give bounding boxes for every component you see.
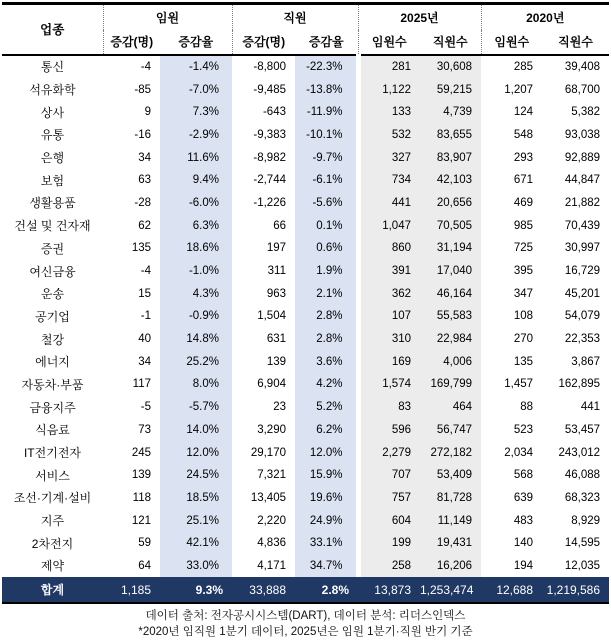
exec-count-2025-cell: 860 <box>358 237 420 260</box>
staff-change-rate-cell: 6.2% <box>295 419 358 442</box>
staff-count-2020-cell: 3,867 <box>571 355 601 368</box>
staff-change-rate-cell: 33.1% <box>295 532 358 555</box>
staff-count-2020-cell: 21,882 <box>564 196 601 209</box>
exec-count-2020-cell: 568 <box>513 469 534 482</box>
exec-change-rate-cell: 24.5% <box>160 464 232 487</box>
staff-change-cell: 29,170 <box>250 446 286 459</box>
exec-change-rate-cell: -5.7% <box>160 396 232 419</box>
sub-column-header: 증감율 <box>178 35 214 49</box>
exec-count-2025-cell: 362 <box>358 282 420 305</box>
exec-count-2025-cell: 441 <box>358 192 420 215</box>
staff-count-2020-cell: 70,439 <box>564 219 601 232</box>
staff-count-2020-cell: 22,353 <box>564 333 601 346</box>
exec-count-2020-cell: 88 <box>520 401 534 414</box>
staff-count-2025-cell: 46,164 <box>420 282 481 305</box>
exec-count-2020-cell: 124 <box>513 106 534 119</box>
staff-count-2020-cell: 30,997 <box>564 242 601 255</box>
exec-change-cell: 245 <box>131 446 151 459</box>
industry-label: 에너지 <box>35 355 70 370</box>
exec-change-cell: -4 <box>140 60 151 73</box>
exec-count-2020-cell: 523 <box>513 423 534 436</box>
staff-change-cell: 4,171 <box>257 559 286 572</box>
exec-count-2020-cell: 548 <box>513 128 534 141</box>
industry-label: 건설 및 건자재 <box>14 219 91 234</box>
exec-change-cell: 63 <box>138 174 151 187</box>
staff-count-2020-cell: 68,323 <box>564 491 601 504</box>
exec-count-2020-cell: 395 <box>513 265 534 278</box>
staff-change-rate-cell: 24.9% <box>295 509 358 532</box>
staff-change-cell: 2,220 <box>257 514 286 527</box>
staff-change-cell: -643 <box>262 106 286 119</box>
exec-count-2025-cell: 199 <box>358 532 420 555</box>
staff-count-2020-cell: 1,219,586 <box>546 582 601 597</box>
staff-change-cell: 66 <box>273 219 286 232</box>
staff-count-2020-cell: 441 <box>580 401 601 414</box>
staff-change-cell: 23 <box>273 401 286 414</box>
staff-change-rate-cell: -6.1% <box>295 169 358 192</box>
table-body <box>2 55 609 604</box>
sub-column-header: 임원수 <box>481 30 542 55</box>
exec-change-cell: 9 <box>144 106 151 119</box>
exec-change-rate-cell: 8.0% <box>160 373 232 396</box>
column-group-header: 2020년 <box>481 4 609 30</box>
exec-change-cell: 62 <box>138 219 151 232</box>
exec-change-cell: -1 <box>140 310 151 323</box>
staff-change-rate-cell: 0.1% <box>295 214 358 237</box>
sub-column-header: 증감(명) <box>232 30 295 55</box>
staff-count-2020-cell: 54,079 <box>564 310 601 323</box>
staff-count-2020-cell: 45,201 <box>564 287 601 300</box>
staff-change-cell: -1,226 <box>253 196 286 209</box>
staff-count-2025-cell: 83,907 <box>420 146 481 169</box>
exec-count-2025-cell: 707 <box>358 464 420 487</box>
industry-label: 서비스 <box>35 468 70 483</box>
staff-count-2025-cell: 11,149 <box>420 509 481 532</box>
staff-count-2020-cell: 5,382 <box>571 106 601 119</box>
staff-count-2020-cell: 14,595 <box>564 537 601 550</box>
table-row <box>2 305 609 328</box>
exec-count-2025-cell: 532 <box>358 124 420 147</box>
staff-change-cell: 6,904 <box>257 378 286 391</box>
staff-count-2025-cell: 17,040 <box>420 260 481 283</box>
exec-count-2025-cell: 604 <box>358 509 420 532</box>
industry-label: 생활용품 <box>29 196 76 211</box>
staff-change-cell: 963 <box>266 287 286 300</box>
total-row <box>2 577 609 603</box>
staff-count-2020-cell: 93,038 <box>564 128 601 141</box>
industry-label: 운송 <box>40 287 65 302</box>
table-row <box>2 441 609 464</box>
staff-change-cell: 631 <box>266 333 286 346</box>
staff-count-2025-cell: 83,655 <box>420 124 481 147</box>
staff-change-rate-cell: 4.2% <box>295 373 358 396</box>
staff-change-cell: -2,744 <box>253 174 286 187</box>
staff-change-cell: 33,888 <box>249 582 286 597</box>
table-row <box>2 78 609 101</box>
exec-count-2020-cell: 985 <box>513 219 534 232</box>
staff-change-rate-cell: -5.6% <box>295 192 358 215</box>
exec-change-rate-cell: 25.2% <box>160 350 232 373</box>
staff-change-rate-cell: -10.1% <box>295 124 358 147</box>
exec-change-cell: 40 <box>138 333 151 346</box>
exec-count-2025-cell: 133 <box>358 101 420 124</box>
table-row <box>2 464 609 487</box>
table-row <box>2 532 609 555</box>
industry-label: 자동차·부품 <box>21 377 84 392</box>
footnote-source: 데이터 출처: 전자공시시스템(DART), 데이터 분석: 리더스인덱스 <box>145 610 466 623</box>
exec-change-cell: 34 <box>138 151 151 164</box>
exec-change-rate-cell: 9.4% <box>160 169 232 192</box>
exec-change-rate-cell: 33.0% <box>160 555 232 578</box>
staff-count-2025-cell: 4,739 <box>420 101 481 124</box>
exec-count-2025-cell: 1,122 <box>358 78 420 101</box>
exec-count-2020-cell: 671 <box>513 174 534 187</box>
staff-change-rate-cell: 2.8% <box>295 328 358 351</box>
industry-label: 보험 <box>40 173 65 188</box>
exec-count-2025-cell: 2,279 <box>358 441 420 464</box>
column-group-header: 직원 <box>232 4 358 30</box>
footnotes <box>0 609 611 640</box>
staff-change-rate-cell: 5.2% <box>295 396 358 419</box>
exec-change-rate-cell: 4.3% <box>160 282 232 305</box>
exec-change-rate-cell: -1.4% <box>160 55 232 79</box>
exec-change-cell: 15 <box>138 287 151 300</box>
table-row <box>2 419 609 442</box>
staff-change-rate-cell: 1.9% <box>295 260 358 283</box>
sub-column-header: 증감(명) <box>103 30 160 55</box>
exec-count-2025-cell: 1,047 <box>358 214 420 237</box>
staff-count-2020-cell: 16,729 <box>564 265 601 278</box>
exec-count-2020-cell: 347 <box>513 287 534 300</box>
exec-change-rate-cell: 25.1% <box>160 509 232 532</box>
staff-change-cell: 197 <box>266 242 286 255</box>
staff-change-rate-cell: 19.6% <box>295 487 358 510</box>
exec-count-2025-cell: 734 <box>358 169 420 192</box>
exec-change-rate-cell: 7.3% <box>160 101 232 124</box>
industry-label: 상사 <box>40 105 65 120</box>
exec-count-2025-cell: 13,873 <box>374 582 411 597</box>
corner-header-industry: 업종 <box>40 23 65 38</box>
industry-label: 제약 <box>40 559 65 574</box>
industry-label: 지주 <box>40 514 65 529</box>
staff-change-rate-cell: 3.6% <box>295 350 358 373</box>
industry-label: 유통 <box>40 128 65 143</box>
exec-change-rate-cell: 6.3% <box>160 214 232 237</box>
staff-count-2020-cell: 92,889 <box>564 151 601 164</box>
industry-table-figure <box>0 2 611 644</box>
table-row <box>2 555 609 578</box>
table-row <box>2 350 609 373</box>
table-row <box>2 373 609 396</box>
industry-label: 조선·기계·설비 <box>13 491 92 506</box>
table-row <box>2 328 609 351</box>
staff-count-2020-cell: 8,929 <box>571 514 601 527</box>
staff-change-cell: 13,405 <box>250 491 286 504</box>
staff-count-2025-cell: 19,431 <box>420 532 481 555</box>
staff-change-cell: 3,290 <box>257 423 286 436</box>
footnote-basis: *2020년 임직원 1분기 데이터, 2025년은 임원 1분기·직원 반기 기준 <box>138 625 473 638</box>
staff-change-cell: -8,982 <box>253 151 286 164</box>
sub-column-header: 임원수 <box>358 30 420 55</box>
exec-change-cell: -5 <box>140 401 151 414</box>
staff-count-2025-cell: 272,182 <box>420 441 481 464</box>
exec-count-2020-cell: 194 <box>513 559 534 572</box>
exec-count-2020-cell: 483 <box>513 514 534 527</box>
exec-change-cell: 1,185 <box>120 582 151 597</box>
exec-change-rate-cell: 18.5% <box>160 487 232 510</box>
staff-count-2020-cell: 162,895 <box>558 378 601 391</box>
table-row <box>2 260 609 283</box>
exec-count-2025-cell: 327 <box>358 146 420 169</box>
staff-count-2025-cell: 42,103 <box>420 169 481 192</box>
exec-change-cell: 64 <box>138 559 151 572</box>
exec-change-rate-cell: -2.9% <box>160 124 232 147</box>
exec-change-rate-cell: 42.1% <box>160 532 232 555</box>
industry-label: 금융지주 <box>29 400 76 415</box>
column-group-header: 2025년 <box>358 4 481 30</box>
exec-change-cell: 59 <box>138 537 151 550</box>
exec-change-rate-cell: 18.6% <box>160 237 232 260</box>
staff-count-2025-cell: 4,006 <box>420 350 481 373</box>
staff-change-rate-cell: 34.7% <box>295 555 358 578</box>
staff-change-rate-cell: -9.7% <box>295 146 358 169</box>
staff-count-2020-cell: 44,847 <box>564 174 601 187</box>
industry-table <box>2 2 609 604</box>
exec-count-2025-cell: 258 <box>358 555 420 578</box>
staff-count-2025-cell: 30,608 <box>420 55 481 79</box>
table-row <box>2 192 609 215</box>
exec-change-cell: -28 <box>134 196 151 209</box>
staff-count-2025-cell: 70,505 <box>420 214 481 237</box>
staff-change-cell: 1,504 <box>257 310 286 323</box>
staff-count-2025-cell: 31,194 <box>420 237 481 260</box>
table-row <box>2 124 609 147</box>
exec-count-2020-cell: 270 <box>513 333 534 346</box>
industry-label: 은행 <box>40 151 65 166</box>
exec-count-2020-cell: 2,034 <box>504 446 534 459</box>
sub-column-header: 직원수 <box>432 35 468 49</box>
staff-count-2020-cell: 12,035 <box>564 559 601 572</box>
staff-count-2025-cell: 55,583 <box>420 305 481 328</box>
exec-count-2025-cell: 107 <box>358 305 420 328</box>
exec-count-2025-cell: 757 <box>358 487 420 510</box>
sub-column-header: 직원수 <box>558 35 593 49</box>
staff-count-2025-cell: 464 <box>420 396 481 419</box>
staff-count-2020-cell: 53,457 <box>564 423 601 436</box>
exec-count-2020-cell: 108 <box>513 310 534 323</box>
staff-count-2020-cell: 46,088 <box>564 469 601 482</box>
exec-count-2020-cell: 293 <box>513 151 534 164</box>
total-label: 합계 <box>40 583 65 598</box>
table-row <box>2 146 609 169</box>
exec-count-2020-cell: 639 <box>513 491 534 504</box>
staff-change-rate-cell: -13.8% <box>295 78 358 101</box>
staff-change-rate-cell: 0.6% <box>295 237 358 260</box>
staff-count-2020-cell: 39,408 <box>564 60 601 73</box>
exec-count-2025-cell: 169 <box>358 350 420 373</box>
exec-count-2025-cell: 596 <box>358 419 420 442</box>
table-row <box>2 237 609 260</box>
industry-label: 증권 <box>40 241 65 256</box>
table-row <box>2 282 609 305</box>
staff-change-cell: -9,485 <box>253 83 286 96</box>
exec-count-2020-cell: 469 <box>513 196 534 209</box>
exec-change-cell: 34 <box>138 355 151 368</box>
table-row <box>2 509 609 532</box>
staff-change-cell: 7,321 <box>257 469 286 482</box>
staff-change-cell: 4,836 <box>257 537 286 550</box>
exec-change-rate-cell: -0.9% <box>160 305 232 328</box>
industry-label: 공기업 <box>35 309 70 324</box>
table-row <box>2 214 609 237</box>
exec-change-rate-cell: -7.0% <box>160 78 232 101</box>
table-row <box>2 169 609 192</box>
exec-count-2025-cell: 281 <box>358 55 420 79</box>
staff-change-cell: -9,383 <box>253 128 286 141</box>
exec-count-2025-cell: 1,574 <box>358 373 420 396</box>
exec-count-2025-cell: 310 <box>358 328 420 351</box>
exec-change-cell: -16 <box>134 128 151 141</box>
staff-change-rate-cell: -11.9% <box>295 101 358 124</box>
exec-change-cell: -85 <box>134 83 151 96</box>
industry-label: 석유화학 <box>29 83 76 98</box>
exec-change-cell: 117 <box>132 378 151 391</box>
exec-change-cell: 135 <box>131 242 151 255</box>
industry-label: 식음료 <box>35 423 70 438</box>
exec-change-rate-cell: 12.0% <box>160 441 232 464</box>
industry-label: 2차전지 <box>31 536 74 551</box>
exec-count-2020-cell: 140 <box>513 537 534 550</box>
exec-change-rate-cell: 14.8% <box>160 328 232 351</box>
exec-count-2025-cell: 391 <box>358 260 420 283</box>
industry-label: 여신금융 <box>29 264 76 279</box>
staff-count-2025-cell: 169,799 <box>420 373 481 396</box>
exec-count-2020-cell: 135 <box>513 355 534 368</box>
staff-change-rate-cell: 2.8% <box>321 582 349 597</box>
staff-change-rate-cell: -22.3% <box>295 55 358 79</box>
staff-change-rate-cell: 15.9% <box>295 464 358 487</box>
staff-change-rate-cell: 2.1% <box>295 282 358 305</box>
exec-count-2020-cell: 285 <box>513 60 534 73</box>
exec-change-rate-cell: 14.0% <box>160 419 232 442</box>
industry-label: 통신 <box>40 60 65 75</box>
exec-change-rate-cell: -6.0% <box>160 192 232 215</box>
industry-label: IT전기전자 <box>23 446 82 461</box>
staff-count-2025-cell: 16,206 <box>420 555 481 578</box>
exec-change-cell: -4 <box>140 265 151 278</box>
staff-count-2025-cell: 59,215 <box>420 78 481 101</box>
staff-change-rate-cell: 12.0% <box>295 441 358 464</box>
staff-change-cell: 139 <box>266 355 286 368</box>
staff-count-2020-cell: 243,012 <box>558 446 601 459</box>
exec-change-cell: 121 <box>131 514 151 527</box>
exec-change-cell: 118 <box>132 491 151 504</box>
staff-count-2025-cell: 53,409 <box>420 464 481 487</box>
exec-count-2020-cell: 725 <box>513 242 534 255</box>
staff-count-2025-cell: 56,747 <box>420 419 481 442</box>
table-row <box>2 101 609 124</box>
exec-change-rate-cell: -1.0% <box>160 260 232 283</box>
staff-count-2025-cell: 1,253,474 <box>420 582 474 597</box>
industry-label: 철강 <box>40 332 65 347</box>
exec-change-rate-cell: 9.3% <box>195 582 223 597</box>
staff-count-2025-cell: 20,656 <box>420 192 481 215</box>
exec-count-2020-cell: 1,457 <box>504 378 534 391</box>
exec-count-2020-cell: 12,688 <box>496 582 534 597</box>
exec-count-2025-cell: 83 <box>358 396 420 419</box>
table-row <box>2 487 609 510</box>
staff-count-2020-cell: 68,700 <box>564 83 601 96</box>
staff-change-cell: 311 <box>267 265 286 278</box>
table-row <box>2 55 609 79</box>
exec-change-rate-cell: 11.6% <box>160 146 232 169</box>
table-header <box>2 4 609 55</box>
column-group-header: 임원 <box>103 4 232 30</box>
sub-column-header: 증감율 <box>308 35 344 49</box>
staff-change-cell: -8,800 <box>253 60 286 73</box>
exec-count-2020-cell: 1,207 <box>504 83 534 96</box>
table-row <box>2 396 609 419</box>
staff-change-rate-cell: 2.8% <box>295 305 358 328</box>
exec-change-cell: 73 <box>138 423 151 436</box>
staff-count-2025-cell: 81,728 <box>420 487 481 510</box>
staff-count-2025-cell: 22,984 <box>420 328 481 351</box>
exec-change-cell: 139 <box>131 469 151 482</box>
